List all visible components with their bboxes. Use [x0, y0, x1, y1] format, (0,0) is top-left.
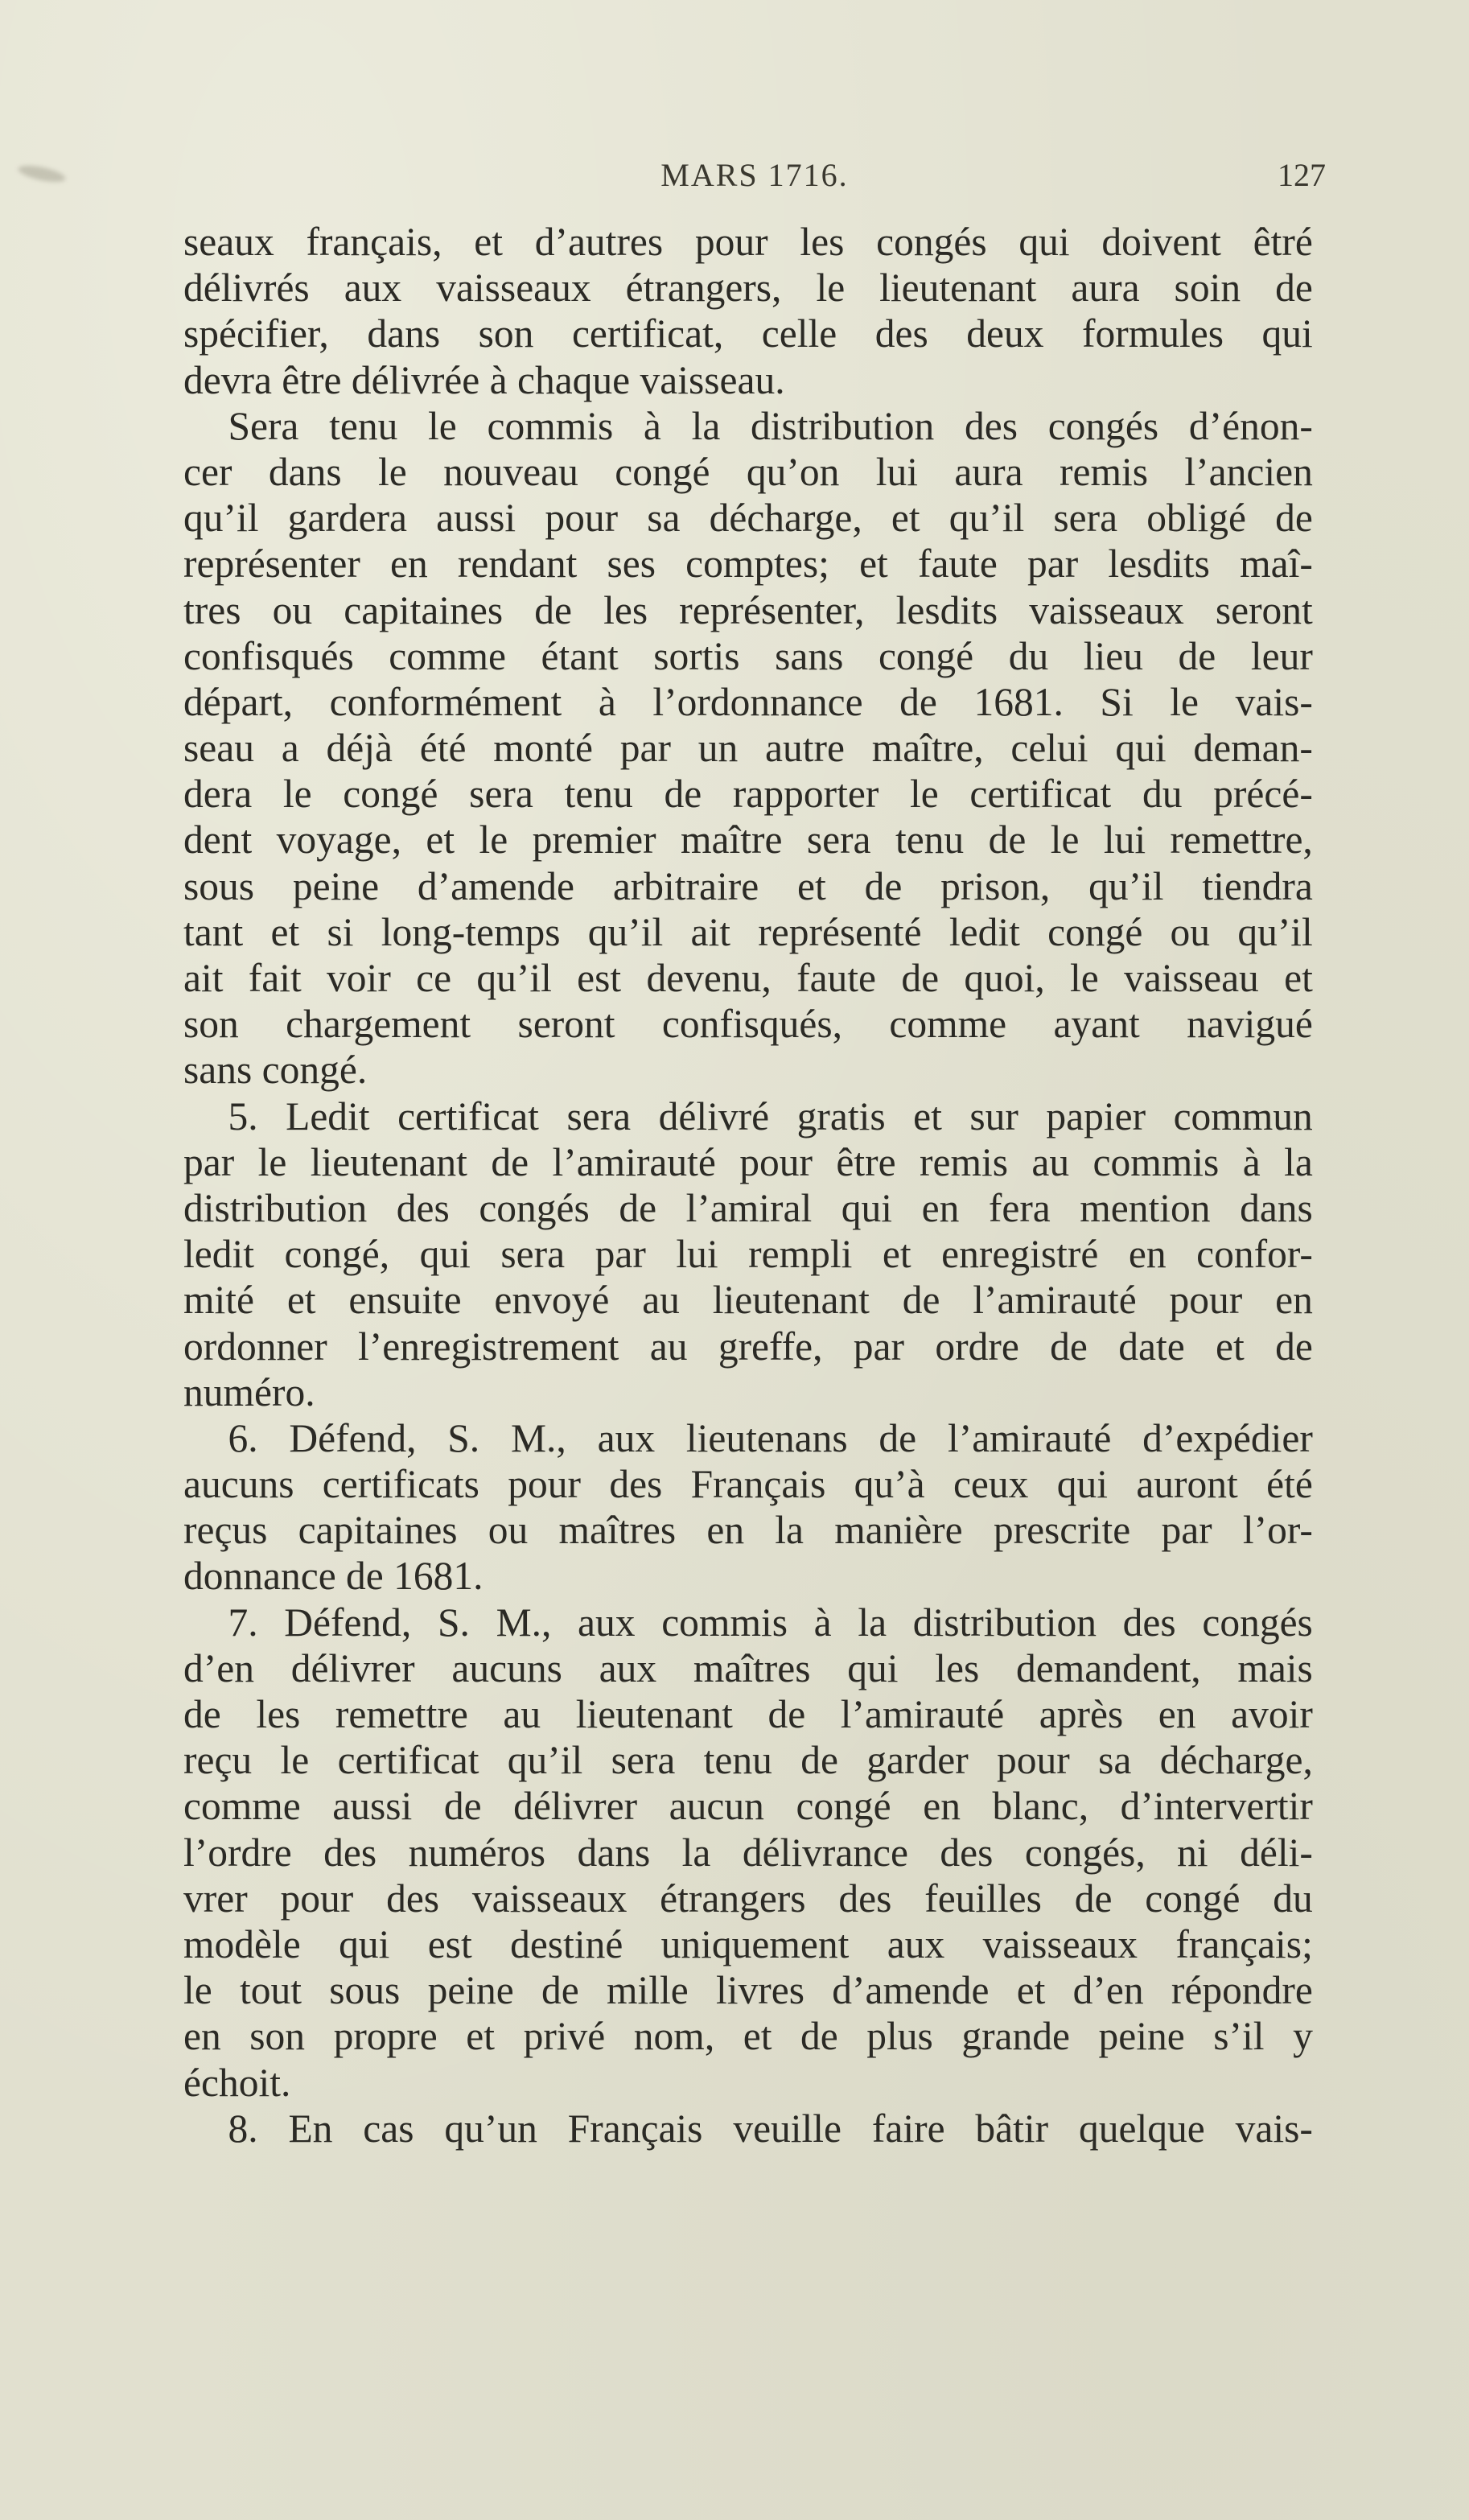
- text-line: reçu le certificat qu’il sera tenu de garder pour sa décharge,: [183, 1737, 1313, 1783]
- body-text: [183, 219, 1313, 2151]
- text-line: numéro.: [183, 1369, 315, 1414]
- running-title: MARS 1716.: [660, 157, 849, 193]
- page-number: 127: [1278, 157, 1326, 193]
- text-line: représenter en rendant ses comptes; et faute par lesdits maî-: [183, 541, 1313, 587]
- text-line: qu’il gardera aussi pour sa décharge, et qu’il sera obligé de: [183, 495, 1313, 541]
- text-line: seau a déjà été monté par un autre maître, celui qui deman-: [183, 725, 1313, 771]
- text-line: dera le congé sera tenu de rapporter le certificat du précé-: [183, 771, 1313, 817]
- text-line: tres ou capitaines de les représenter, lesdits vaisseaux seront: [183, 587, 1313, 632]
- text-line: le tout sous peine de mille livres d’amende et d’en répondre: [183, 1967, 1313, 2013]
- text-line: délivrés aux vaisseaux étrangers, le lieutenant aura soin de: [183, 265, 1313, 311]
- text-line: de les remettre au lieutenant de l’amirauté après en avoir: [183, 1691, 1313, 1736]
- text-line: sous peine d’amende arbitraire et de prison, qu’il tiendra: [183, 863, 1313, 908]
- text-line: donnance de 1681.: [183, 1553, 483, 1599]
- paragraph-first-line: 8. En cas qu’un Français veuille faire bâtir quelque vais-: [228, 2105, 1313, 2151]
- text-line: mité et ensuite envoyé au lieutenant de l’amirauté pour en: [183, 1277, 1313, 1323]
- running-head: [183, 151, 1326, 200]
- text-line: spécifier, dans son certificat, celle des deux formules qui: [183, 311, 1313, 356]
- paragraph-first-line: 6. Défend, S. M., aux lieutenans de l’amirauté d’expédier: [228, 1414, 1313, 1460]
- text-line: d’en délivrer aucuns aux maîtres qui les demandent, mais: [183, 1645, 1313, 1690]
- paragraph-first-line: 5. Ledit certificat sera délivré gratis et sur papier commun: [228, 1093, 1313, 1139]
- page-stain: [17, 163, 67, 185]
- text-line: ledit congé, qui sera par lui rempli et enregistré en confor-: [183, 1231, 1313, 1277]
- text-line: en son propre et privé nom, et de plus grande peine s’il y: [183, 2013, 1313, 2059]
- text-line: modèle qui est destiné uniquement aux vaisseaux français;: [183, 1921, 1313, 1966]
- text-line: cer dans le nouveau congé qu’on lui aura remis l’ancien: [183, 448, 1313, 494]
- text-line: ordonner l’enregistrement au greffe, par ordre de date et de: [183, 1323, 1313, 1369]
- text-line: reçus capitaines ou maîtres en la manière prescrite par l’or-: [183, 1507, 1313, 1553]
- text-line: dent voyage, et le premier maître sera tenu de le lui remettre,: [183, 817, 1313, 863]
- text-line: tant et si long-temps qu’il ait représenté ledit congé ou qu’il: [183, 908, 1313, 954]
- text-line: son chargement seront confisqués, comme ayant navigué: [183, 1001, 1313, 1047]
- text-line: aucuns certificats pour des Français qu’à ceux qui auront été: [183, 1461, 1313, 1507]
- paragraph-first-line: 7. Défend, S. M., aux commis à la distribution des congés: [228, 1599, 1313, 1645]
- text-line: comme aussi de délivrer aucun congé en blanc, d’intervertir: [183, 1783, 1313, 1829]
- text-line: par le lieutenant de l’amirauté pour être remis au commis à la: [183, 1139, 1313, 1184]
- text-line: distribution des congés de l’amiral qui en fera mention dans: [183, 1184, 1313, 1230]
- text-line: l’ordre des numéros dans la délivrance des congés, ni déli-: [183, 1829, 1313, 1875]
- text-line: devra être délivrée à chaque vaisseau.: [183, 356, 785, 402]
- paragraph-first-line: Sera tenu le commis à la distribution des congés d’énon-: [228, 402, 1313, 448]
- text-line: vrer pour des vaisseaux étrangers des feuilles de congé du: [183, 1875, 1313, 1921]
- text-line: confisqués comme étant sortis sans congé du lieu de leur: [183, 632, 1313, 678]
- text-line: échoit.: [183, 2059, 291, 2105]
- text-line: seaux français, et d’autres pour les congés qui doivent êtré: [183, 219, 1313, 264]
- text-line: départ, conformément à l’ordonnance de 1681. Si le vais-: [183, 678, 1313, 724]
- text-line: ait fait voir ce qu’il est devenu, faute de quoi, le vaisseau et: [183, 955, 1313, 1000]
- text-line: sans congé.: [183, 1047, 368, 1093]
